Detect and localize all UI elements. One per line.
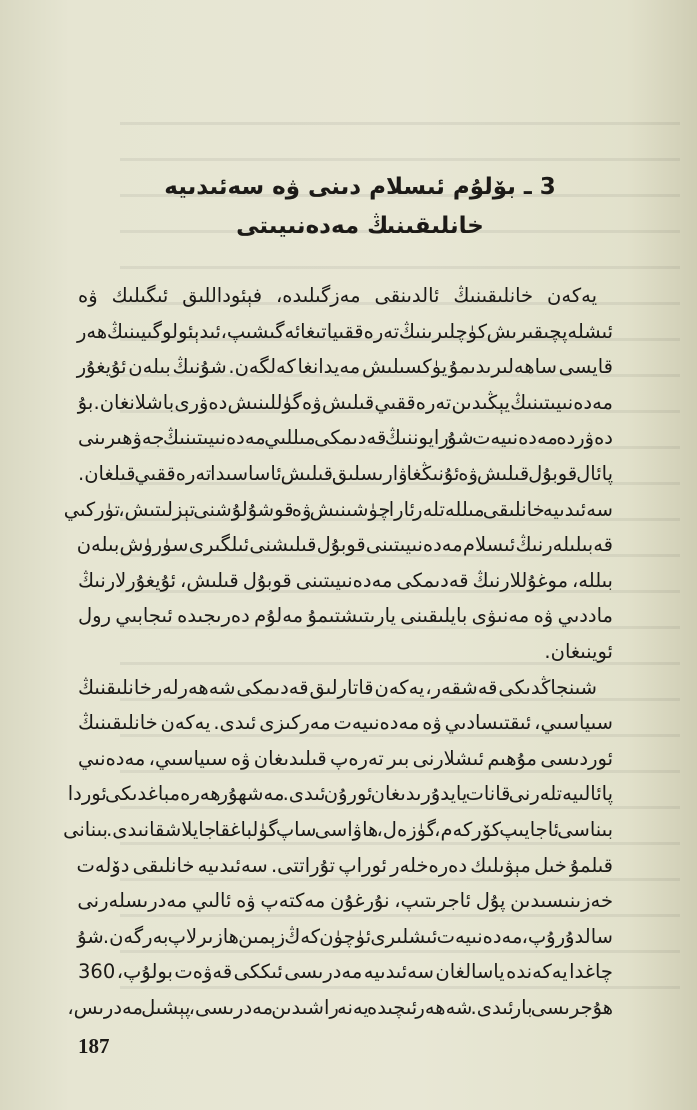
body-text [63, 279, 613, 1026]
text-line: سەئىدىيە خانلىقى مىللەتلەر ئارا چۈشىنىش ۋە قوشۇلۇشنى تېزلىتىش، تۈركىي [63, 497, 613, 521]
text-line: سالدۇرۇپ، مەدەنىيەت ئىشلىرى ئۈچۈن كەڭ زېمىن ھازىرلاپ بەرگەن. شۇ [77, 924, 613, 948]
text-line: ماددىي ۋە مەنىۋى بايلىقىنى يارىتىشتىمۇ مەلۇم دەرىجىدە ئىجابىي رول [78, 604, 613, 628]
text-line: چاغدا يەكەندە ياسالغان سەئىدىيە مەدرىسى ئىككى قەۋەت بولۇپ، 360 [78, 960, 613, 984]
text-line: پائال قوبۇل قىلىش ۋە ئۇنىڭغا ۋارىسلىق قىلىش ئاساسىدا تەرەققىي قىلغان. [78, 461, 613, 485]
text-line: مەدەنىيىتىنىڭ يېڭىدىن تەرەققىي قىلىش ۋە گۈللىنىش دەۋرى باشلانغان. بۇ [77, 390, 613, 414]
text-line: ھۇجرىسى بار ئىدى. شەھەر ئىچىدە يەنە راشىدىن مەدرىسى، پېشىل مەدرىس، [67, 995, 613, 1019]
chapter-heading-line-2: خانلىقىنىڭ مەدەنىيىتى [236, 213, 484, 239]
text-line: ئوينىغان. [544, 639, 613, 663]
text-line: بىناسى ئاجايىپ كۆركەم، گۈزەل، ھاۋاسى ساپ گۈلباغقا جايلاشقانىدى. بىنانى [63, 817, 613, 841]
text-line: قەبىلىلەرنىڭ ئىسلام مەدەنىيىتىنى قوبۇل قىلىشنى ئىلگىرى سۈرۈش بىلەن [76, 533, 613, 557]
text-line: قايسى ساھەلىرىدىمۇ يۈكسىلىش مەيدانغا كەلگەن. شۇنىڭ بىلەن ئۇيغۇر [76, 355, 613, 379]
text-line: قىلمۇ خىل مېۋىلىك دەرەخلەر ئوراپ تۇراتتى. سەئىدىيە خانلىقى دۆلەت [76, 853, 613, 877]
text-line: ئوردىسى مۇھىم ئىشلارنى بىر تەرەپ قىلىدىغان ۋە سىياسىي، مەدەنىي [78, 746, 613, 770]
text-line: يەكەن خانلىقىنىڭ ئالدىنقى مەزگىلىدە، فېئوداللىق ئىگىلىك ۋە [78, 284, 597, 307]
chapter-heading-line-1: 3 ـ بۆلۇم ئىسلام دىنى ۋە سەئىدىيە [164, 174, 556, 200]
text-line: شىنجاڭدىكى قەشقەر، يەكەن قاتارلىق قەدىمكى شەھەرلەر خانلىقنىڭ [78, 675, 597, 699]
page-number: 187 [78, 1034, 110, 1058]
text-line: بىللە، موغۇللارنىڭ قەدىمكى مەدەنىيىتىنى قوبۇل قىلىش، ئۇيغۇرلارنىڭ [78, 568, 613, 592]
text-line: پائالىيەتلەرنى قانات يايدۇرىدىغان ئورۇن ئىدى. مەشھۇر ھەرەمباغدىكى ئوردا [67, 782, 613, 806]
text-line: دەۋردە مەدەنىيەت شۇ رايوننىڭ قەدىمكى مىللىي مەدەنىيىتىنىڭ جەۋھىرىنى [78, 426, 613, 450]
text-line: ئىشلەپچىقىرىش كۈچلىرىنىڭ تەرەققىياتىغا ئەگىشىپ، ئىدېئولوگىيىنىڭ ھەر [76, 319, 613, 343]
text-line: خەزىنىسىدىن پۇل ئاجرىتىپ، نۇرغۇن مەكتەپ ۋە ئالىي مەدرىسلەرنى [77, 889, 613, 913]
text-line: سىياسىي، ئىقتىسادىي ۋە مەدەنىيەت مەركىزى ئىدى. يەكەن خانلىقىنىڭ [78, 711, 613, 735]
